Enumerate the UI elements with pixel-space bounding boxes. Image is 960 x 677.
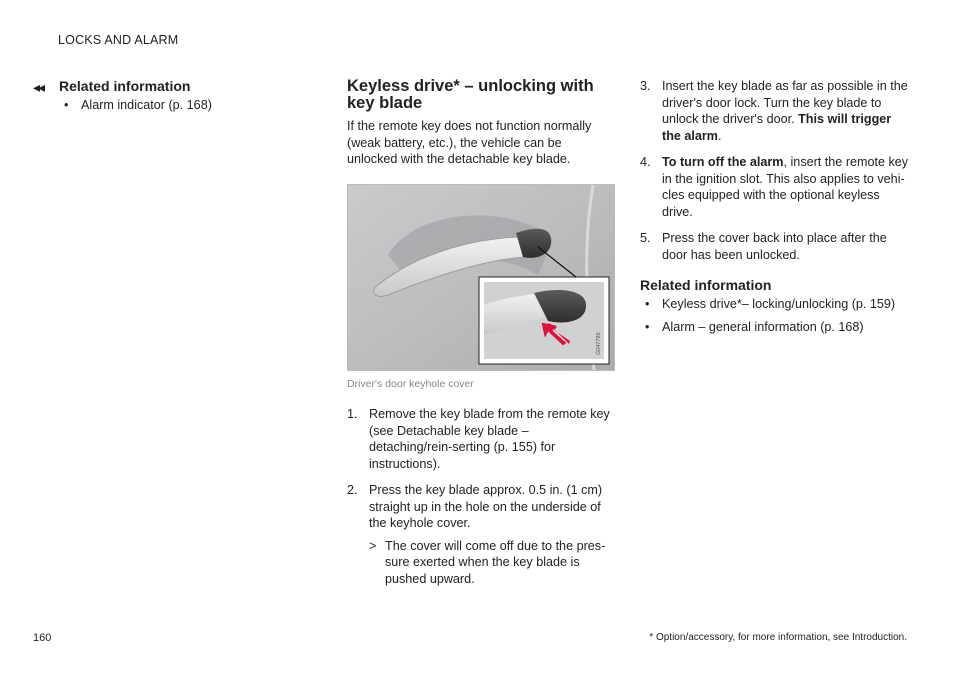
step-item xyxy=(347,482,615,587)
step-number: 5. xyxy=(640,231,651,245)
step-number: 1. xyxy=(347,407,358,421)
door-handle-illustration xyxy=(347,184,615,371)
list-item[interactable] xyxy=(64,97,263,114)
step-result xyxy=(369,538,615,588)
left-column xyxy=(33,78,263,120)
step-item xyxy=(640,78,910,144)
list-item[interactable] xyxy=(645,319,910,336)
figure-code: G047785 xyxy=(596,331,602,355)
figure-caption: Driver's door keyhole cover xyxy=(347,377,474,390)
door-handle-image xyxy=(348,185,614,370)
step-text: Remove the key blade from the remote key (see Detachable key blade – detaching/rein-serting (p. 155) for instructions). xyxy=(369,407,610,471)
bullet-icon: • xyxy=(645,297,650,311)
step-number: 4. xyxy=(640,155,651,169)
step-emphasis: To turn off the alarm xyxy=(662,155,784,169)
page-number: 160 xyxy=(33,632,52,644)
bullet-icon: • xyxy=(64,98,69,112)
step-text: , insert the remote key in the ignition slot. This also applies to vehi-cles equipped with the optional keyless drive. xyxy=(662,155,909,219)
step-number: 3. xyxy=(640,79,651,93)
middle-column xyxy=(347,78,615,597)
back-chevron-icon[interactable]: ◂◂ xyxy=(33,79,44,95)
steps-list xyxy=(347,406,615,587)
step-item xyxy=(640,230,910,263)
footnote: * Option/accessory, for more information, see Introduction. xyxy=(649,632,907,643)
steps-list-continued xyxy=(640,78,910,263)
right-column xyxy=(640,78,910,341)
related-link[interactable]: Keyless drive*– locking/unlocking (p. 159) xyxy=(662,297,896,311)
related-info-list-left xyxy=(59,97,263,114)
result-marker: > xyxy=(369,538,377,553)
intro-paragraph: If the remote key does not function normally (weak battery, etc.), the vehicle can be unlocked with the detachable key blade. xyxy=(347,119,592,166)
result-text: The cover will come off due to the pres-sure exerted when the key blade is pushed upward. xyxy=(385,538,606,586)
section-header: LOCKS AND ALARM xyxy=(58,33,179,47)
step-text-end: . xyxy=(718,128,722,143)
step-item xyxy=(347,406,615,472)
related-info-list-right xyxy=(640,296,910,335)
step-text: Press the cover back into place after the door has been unlocked. xyxy=(662,231,887,262)
related-link[interactable]: Alarm indicator (p. 168) xyxy=(81,98,212,112)
step-number: 2. xyxy=(347,483,358,497)
related-link[interactable]: Alarm – general information (p. 168) xyxy=(662,319,864,334)
related-info-heading-left: Related information xyxy=(59,78,191,94)
related-info-heading-right: Related information xyxy=(640,277,772,293)
step-emphasis: This will trigger the alarm xyxy=(662,112,892,143)
step-item xyxy=(640,154,910,220)
list-item[interactable] xyxy=(645,296,910,313)
bullet-icon: • xyxy=(645,319,650,334)
step-text: Insert the key blade as far as possible in the driver's door lock. Turn the key blade to unlock the driver's door. xyxy=(662,79,908,126)
page-title: Keyless drive* – unlocking with key blade xyxy=(347,77,594,112)
step-text: Press the key blade approx. 0.5 in. (1 cm) straight up in the hole on the underside of the keyhole cover. xyxy=(369,483,603,530)
